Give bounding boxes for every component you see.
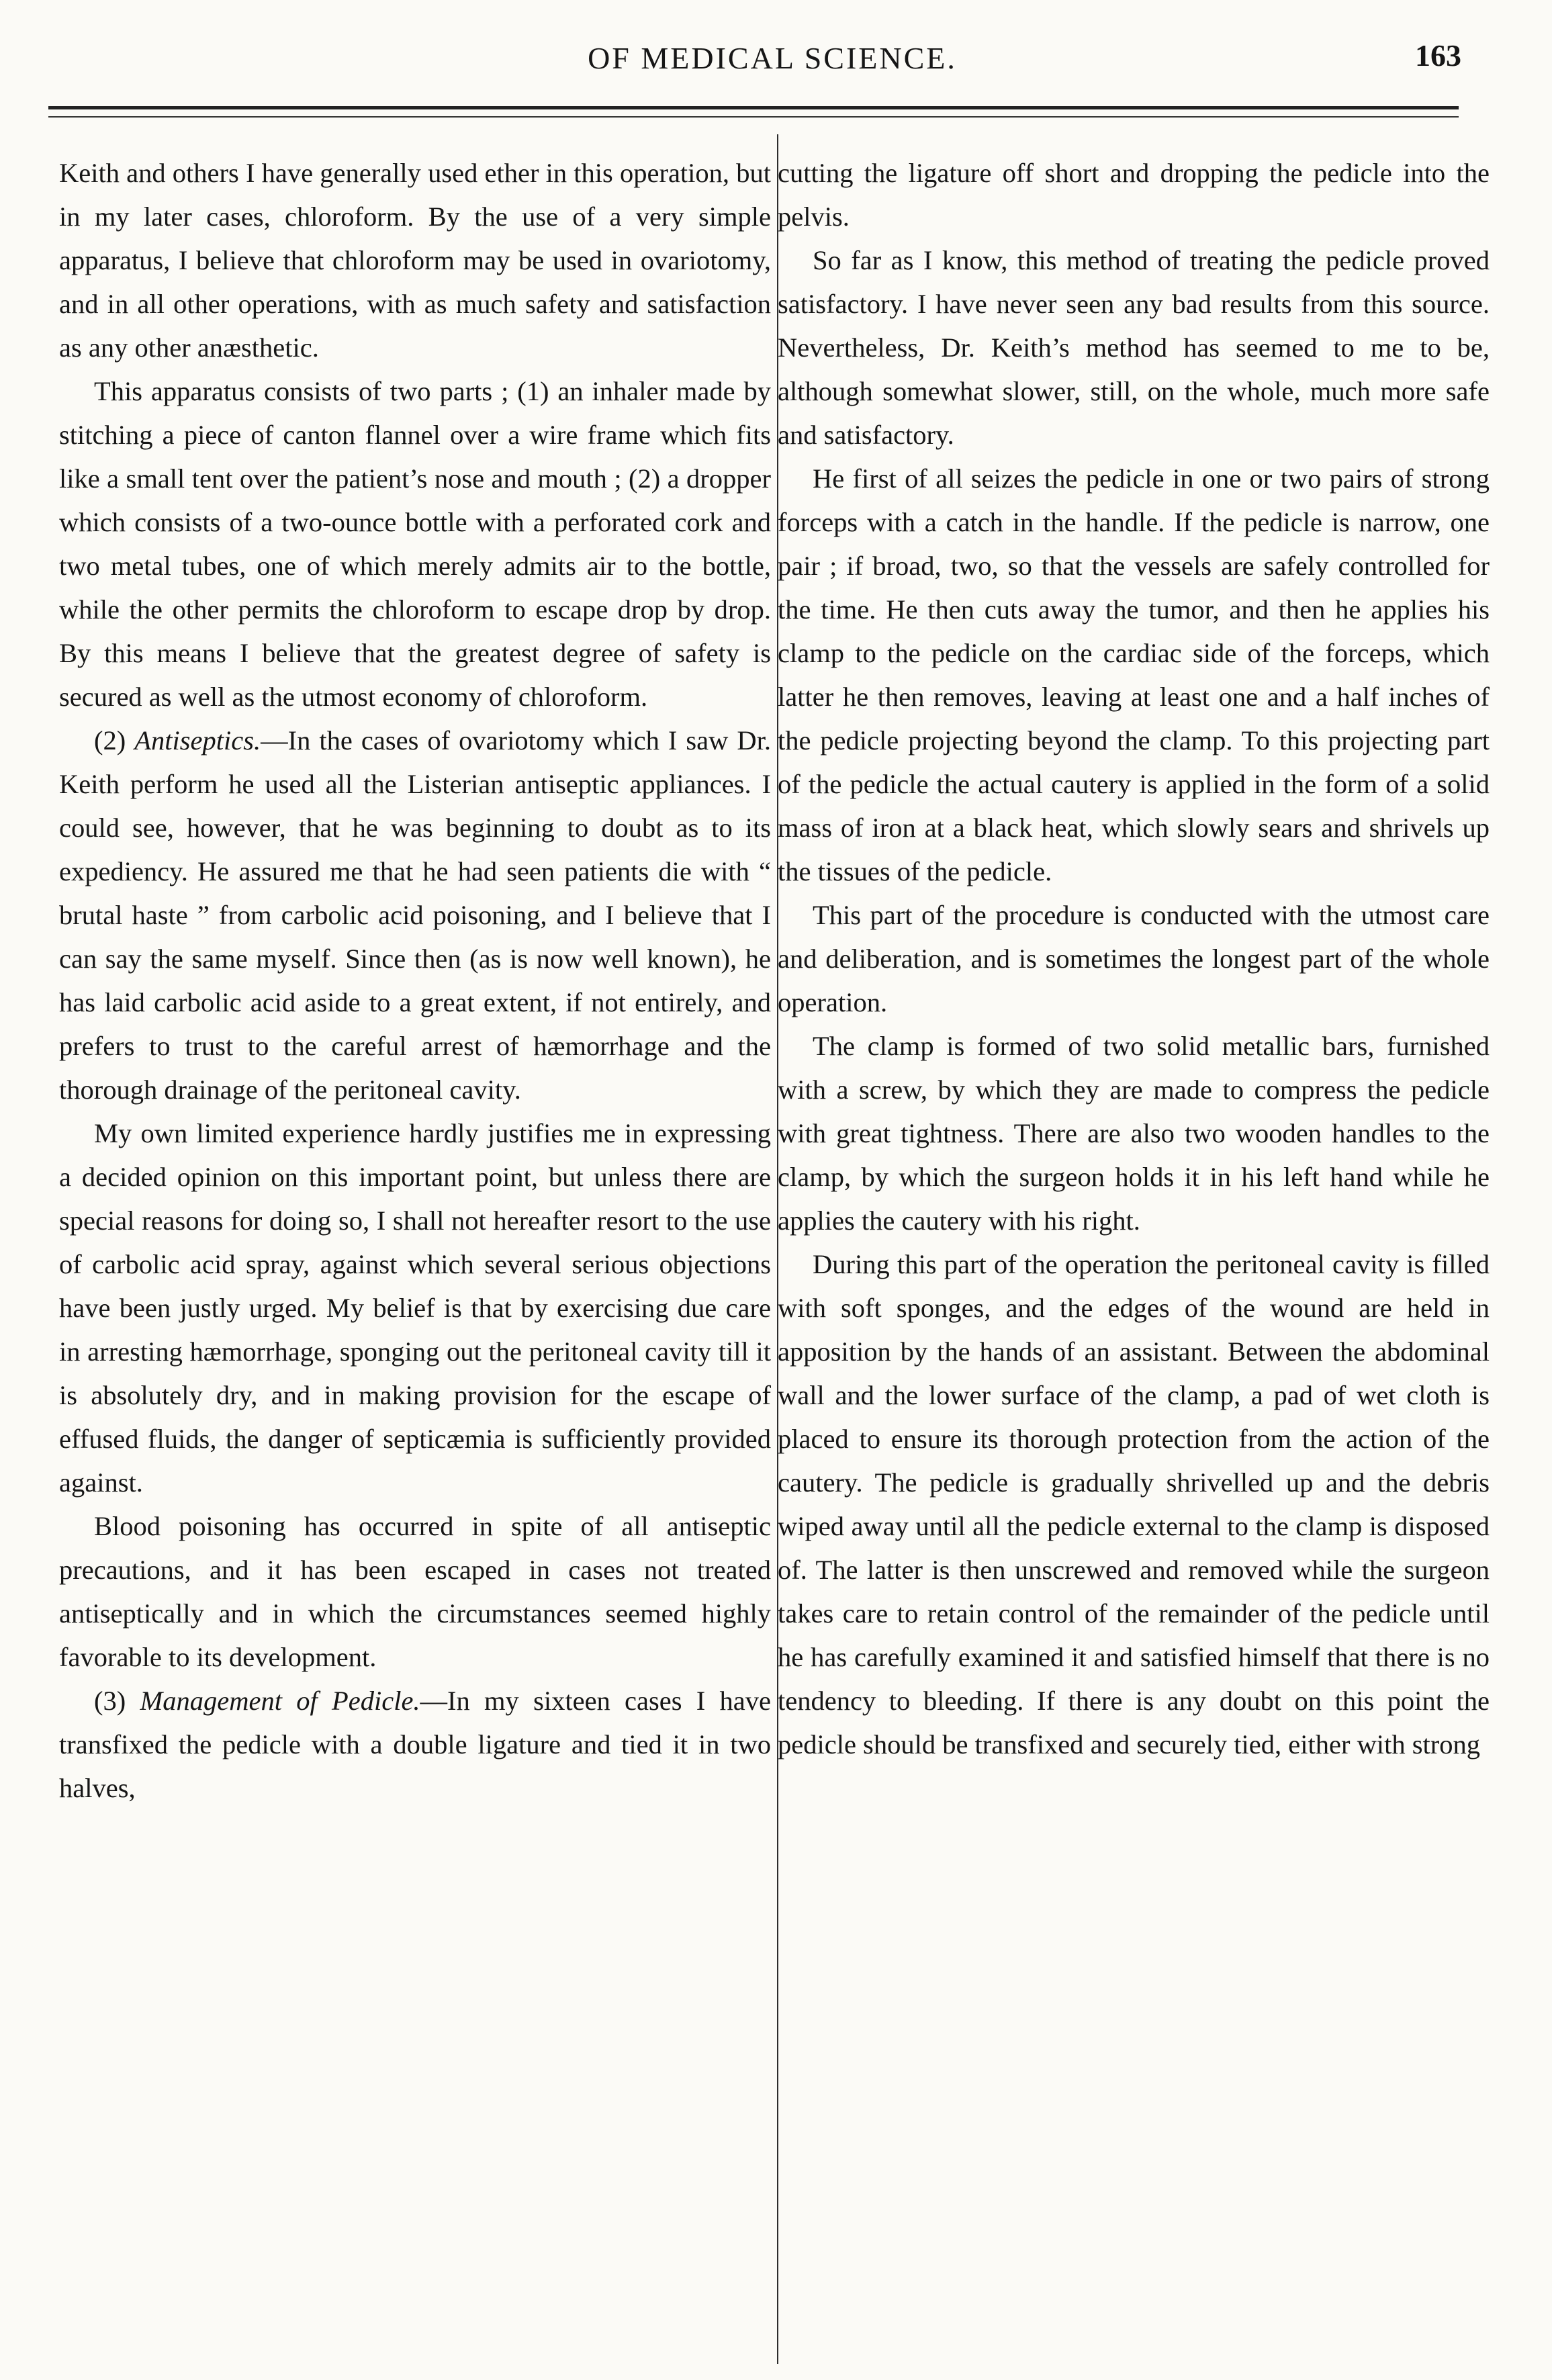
paragraph-management-of-pedicle xyxy=(59,1679,771,1810)
paragraph-antiseptics xyxy=(59,719,771,1111)
header-rule-thin xyxy=(48,116,1459,118)
right-column xyxy=(778,151,1490,1766)
section-heading: Management of Pedicle. xyxy=(140,1686,420,1716)
paragraph: He first of all seizes the pedicle in one or two pairs of strong forceps with a catch in the handle. If the pedicle is narrow, one pair ; if broad, two, so that the vessels are safely controlled for the time. He then cuts away the tumor, and then he applies his clamp to the pedicle on the cardiac side of the forceps, which latter he then removes, leaving at least one and a half inches of the pedicle projecting beyond the clamp. To this projecting part of the pedicle the actual cautery is applied in the form of a solid mass of iron at a black heat, which slowly sears and shrivels up the tissues of the pedicle. xyxy=(778,463,1490,886)
paragraph-text: —In my sixteen cases I have transfixed the pedicle with a double ligature and tied it in two halves, xyxy=(59,1686,771,1803)
section-number: (2) xyxy=(94,725,126,756)
paragraph: During this part of the operation the peritoneal cavity is filled with soft sponges, and the edges of the wound are held in apposition by the hands of an assistant. Between the abdominal wall and the lower surface of the clamp, a pad of wet cloth is placed to ensure its thorough protection from the action of the cautery. The pedicle is gradually shrivelled up and the debris wiped away until all the pedicle external to the clamp is disposed of. The latter is then unscrewed and removed while the surgeon takes care to retain control of the remainder of the pedicle until he has carefully examined it and satisfied himself that there is no tendency to bleeding. If there is any doubt on this point the pedicle should be transfixed and securely tied, either with strong xyxy=(778,1249,1490,1759)
header-rule-thick xyxy=(48,106,1459,109)
paragraph: So far as I know, this method of treating the pedicle proved satisfactory. I have never seen any bad results from this source. Nevertheless, Dr. Keith’s method has seemed to me to be, although somewhat slower, still, on the whole, much more safe and satisfactory. xyxy=(778,245,1490,450)
paragraph: This part of the procedure is conducted with the utmost care and deliberation, and is sometimes the longest part of the whole operation. xyxy=(778,900,1490,1017)
section-heading: Antiseptics. xyxy=(134,725,261,756)
paragraph: This apparatus consists of two parts ; (1) an inhaler made by stitching a piece of canton flannel over a wire frame which fits like a small tent over the patient’s nose and mouth ; (2) a dropper which consists of a two-ounce bottle with a perforated cork and two metal tubes, one of which merely admits air to the bottle, while the other permits the chloroform to escape drop by drop. By this means I believe that the greatest degree of safety is secured as well as the utmost economy of chloroform. xyxy=(59,376,771,712)
section-number: (3) xyxy=(94,1686,126,1716)
paragraph-text: —In the cases of ovariotomy which I saw Dr. Keith perform he used all the Listerian antiseptic appliances. I could see, however, that he was beginning to doubt as to its expediency. He assured me that he had seen patients die with “ brutal haste ” from carbolic acid poisoning, and I believe that I can say the same myself. Since then (as is now well known), he has laid carbolic acid aside to a great extent, if not entirely, and prefers to trust to the careful arrest of hæmorrhage and the thorough drainage of the peritoneal cavity. xyxy=(59,725,771,1105)
paragraph: Keith and others I have generally used ether in this operation, but in my later cases, chloroform. By the use of a very simple apparatus, I believe that chloroform may be used in ovariotomy, and in all other operations, with as much safety and satisfaction as any other anæsthetic. xyxy=(59,158,771,363)
paragraph: My own limited experience hardly justifies me in expressing a decided opinion on this important point, but unless there are special reasons for doing so, I shall not hereafter resort to the use of carbolic acid spray, against which several serious objections have been justly urged. My belief is that by exercising due care in arresting hæmorrhage, sponging out the peritoneal cavity till it is absolutely dry, and in making provision for the escape of effused fluids, the danger of septicæmia is sufficiently provided against. xyxy=(59,1118,771,1498)
paragraph: Blood poisoning has occurred in spite of all antiseptic precautions, and it has been escaped in cases not treated antiseptically and in which the circumstances seemed highly favorable to its development. xyxy=(59,1511,771,1672)
page-number: 163 xyxy=(1415,38,1461,73)
left-column xyxy=(59,151,771,1810)
paragraph: cutting the ligature off short and dropping the pedicle into the pelvis. xyxy=(778,158,1490,232)
paragraph: The clamp is formed of two solid metallic bars, furnished with a screw, by which they are made to compress the pedicle with great tightness. There are also two wooden handles to the clamp, by which the surgeon holds it in his left hand while he applies the cautery with his right. xyxy=(778,1031,1490,1236)
running-head: OF MEDICAL SCIENCE. xyxy=(588,41,957,75)
